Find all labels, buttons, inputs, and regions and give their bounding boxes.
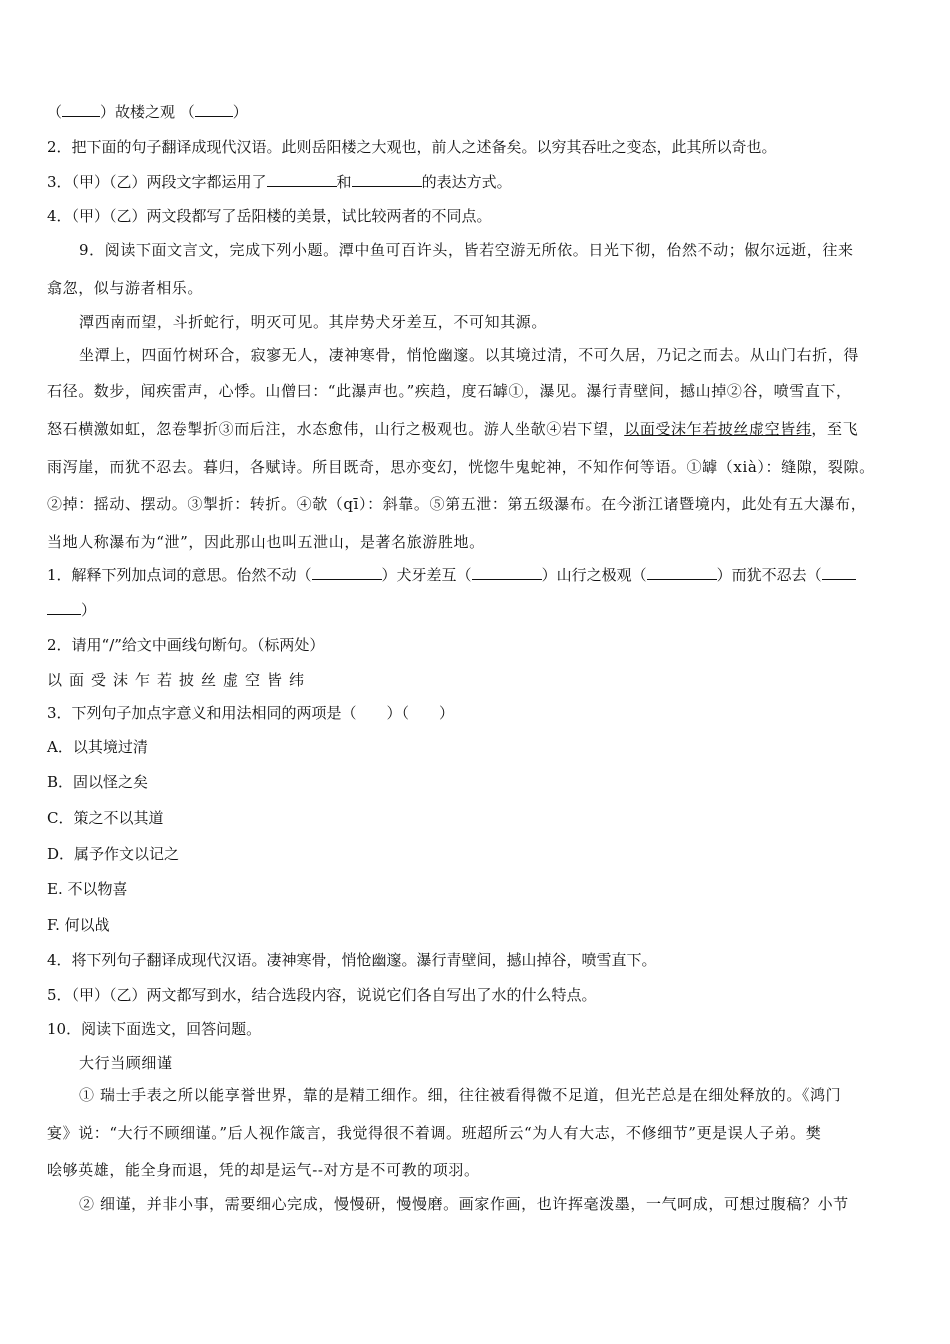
passage-9-line-3: 潭西南而望，斗折蛇行，明灭可见。其岸势犬牙差互，不可知其源。 bbox=[79, 313, 548, 331]
blank-line-1: （ ）故楼之观 （ ） bbox=[47, 103, 248, 121]
underlined-sentence: 以面受沫乍若披丝虚空皆纬 bbox=[624, 420, 812, 438]
answer-blank[interactable] bbox=[822, 565, 856, 580]
question-4-compare: 4．（甲）（乙）两文段都写了岳阳楼的美景，试比较两者的不同点。 bbox=[47, 207, 492, 225]
question-4-translate: 4．将下列句子翻译成现代汉语。凄神寒骨，悄怆幽邃。瀑行青壁间，撼山掉谷，喷雪直下。 bbox=[47, 951, 657, 969]
question-3-choice: 3．下列句子加点字意义和用法相同的两项是（ ）（ ） bbox=[47, 704, 455, 722]
question-1-explain: 1．解释下列加点词的意思。佁然不动（ ）犬牙差互（ ）山行之极观（ ）而犹不忍去（ bbox=[47, 565, 907, 585]
essay-line-1: ① 瑞士手表之所以能享誉世界，靠的是精工细作。细，往往被看得微不足道，但光芒总是在细处释放的。《鸿门 bbox=[79, 1086, 842, 1104]
option-c: C．策之不以其道 bbox=[47, 809, 164, 827]
passage-9-line-9: 当地人称瀑布为“泄”，因此那山也叫五泄山，是著名旅游胜地。 bbox=[47, 533, 485, 551]
answer-blank[interactable] bbox=[647, 565, 717, 580]
passage-9-line-7: 雨泻崖，而犹不忍去。暮归，各赋诗。所目既奇，思亦变幻，恍惚牛鬼蛇神，不知作何等语。①罅（xià）：缝隙，裂隙。 bbox=[47, 458, 875, 476]
essay-title: 大行当顾细谨 bbox=[79, 1054, 173, 1072]
answer-blank[interactable] bbox=[472, 565, 542, 580]
option-a: A．以其境过清 bbox=[47, 738, 148, 756]
essay-line-4: ② 细谨，并非小事，需要细心完成，慢慢研，慢慢磨。画家作画，也许挥毫泼墨，一气呵成，可想过腹稿？小节 bbox=[79, 1195, 849, 1213]
answer-blank[interactable] bbox=[267, 172, 337, 187]
answer-blank[interactable] bbox=[312, 565, 382, 580]
punctuate-sentence: 以面受沫乍若披丝虚空皆纬 bbox=[47, 671, 312, 689]
question-10-heading: 10．阅读下面选文，回答问题。 bbox=[47, 1020, 262, 1038]
passage-9-line-5: 石径。数步，闻疾雷声，心悸。山僧曰：“此瀑声也。”疾趋，度石罅①，瀑见。瀑行青壁间，撼山掉②谷，喷雪直下， bbox=[47, 382, 852, 400]
question-2-translate: 2．把下面的句子翻译成现代汉语。此则岳阳楼之大观也，前人之述备矣。以穷其吞吐之变态，此其所以奇也。 bbox=[47, 138, 777, 156]
question-1-explain-cont: ） bbox=[47, 600, 907, 620]
option-b: B．固以怪之矣 bbox=[47, 773, 149, 791]
answer-blank[interactable] bbox=[62, 102, 100, 117]
option-e: E. 不以物喜 bbox=[47, 880, 128, 898]
option-f: F. 何以战 bbox=[47, 916, 110, 934]
passage-9-line-4: 坐潭上，四面竹树环合，寂寥无人，凄神寒骨，悄怆幽邃。以其境过清，不可久居，乃记之而去。从山门右折，得 bbox=[79, 346, 860, 364]
answer-blank[interactable] bbox=[47, 600, 81, 615]
question-3-expression: 3．（甲）（乙）两段文字都运用了 和 的表达方式。 bbox=[47, 173, 512, 191]
essay-line-2: 宴》说：“大行不顾细谨。”后人视作箴言，我觉得很不着调。班超所云“为人有大志，不修细节”更是误人子弟。樊 bbox=[47, 1124, 822, 1142]
option-d: D．属予作文以记之 bbox=[47, 845, 180, 863]
question-2-punctuate: 2．请用“/”给文中画线句断句。（标两处） bbox=[47, 636, 325, 654]
passage-9-line-2: 翕忽，似与游者相乐。 bbox=[47, 279, 204, 297]
answer-blank[interactable] bbox=[195, 102, 233, 117]
passage-9-line-6: 怒石横激如虹，忽卷掣折③而后注，水态愈伟，山行之极观也。游人坐欹④岩下望，以面受沫乍若披丝虚空皆纬，至飞 bbox=[47, 420, 859, 438]
answer-blank[interactable] bbox=[352, 172, 422, 187]
passage-9-line-8: ②掉：摇动、摆动。③掣折：转折。④欹（qī）：斜靠。⑤第五泄：第五级瀑布。在今浙江诸暨境内，此处有五大瀑布， bbox=[47, 495, 867, 513]
passage-9-line-1: 9．阅读下面文言文，完成下列小题。潭中鱼可百许头，皆若空游无所依。日光下彻，佁然不动；俶尔远逝，往来 bbox=[79, 241, 854, 259]
question-5-water: 5．（甲）（乙）两文都写到水，结合选段内容，说说它们各自写出了水的什么特点。 bbox=[47, 986, 597, 1004]
essay-line-3: 哙够英雄，能全身而退，凭的却是运气--对方是不可教的项羽。 bbox=[47, 1161, 480, 1179]
